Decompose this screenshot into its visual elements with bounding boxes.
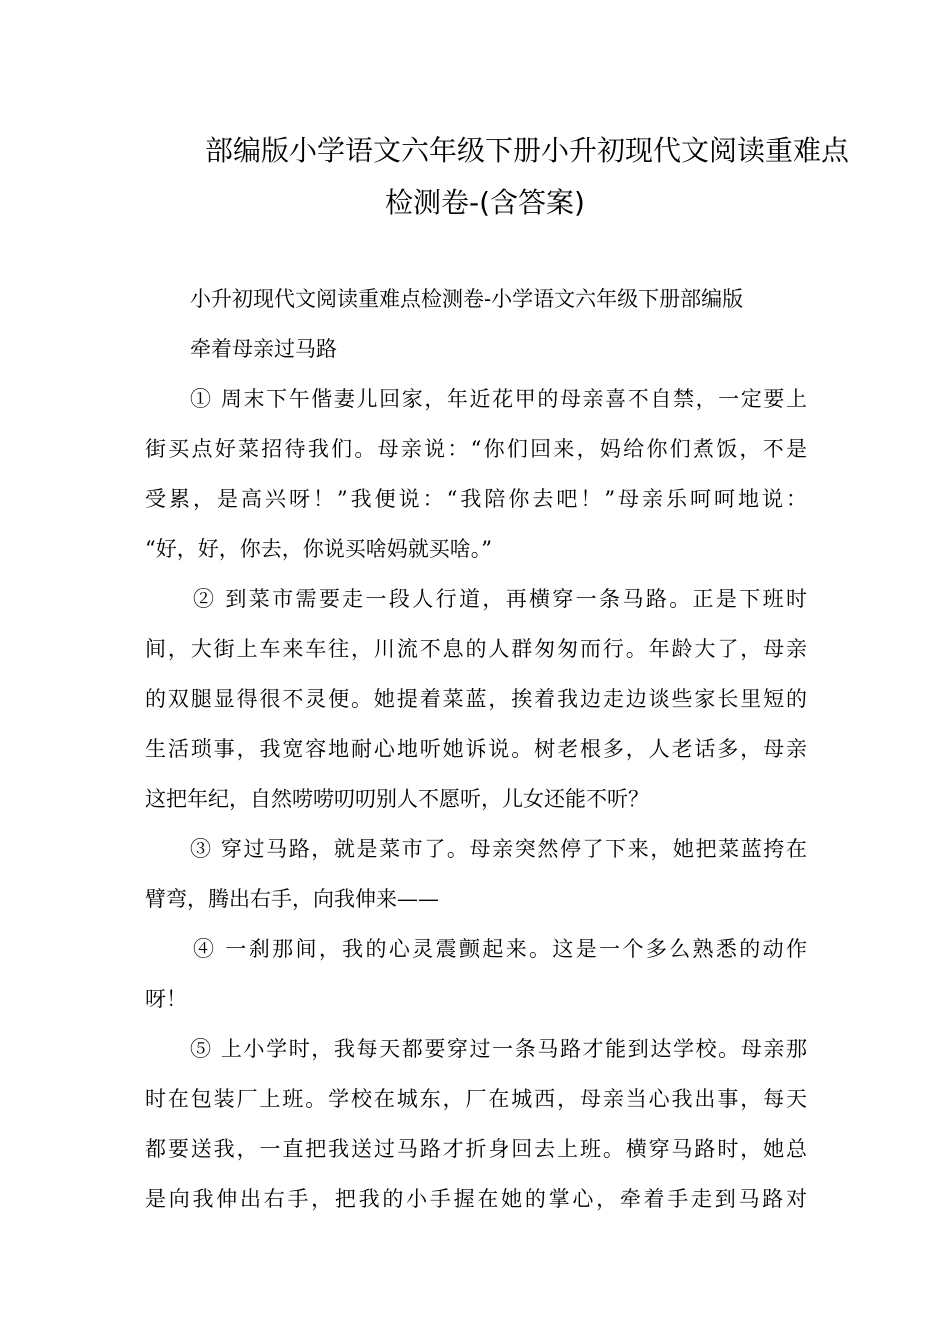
document-title-line-2: 检测卷-(含答案) bbox=[385, 186, 585, 219]
article-title: 牵着母亲过马路 bbox=[190, 337, 337, 361]
paragraph-line: 受累，是高兴呀！”我便说：“我陪你去吧！”母亲乐呵呵地说： bbox=[145, 487, 807, 511]
paragraph-line: 街买点好菜招待我们。母亲说：“你们回来，妈给你们煮饭，不是 bbox=[145, 437, 807, 461]
paragraph-line: 都要送我，一直把我送过马路才折身回去上班。横穿马路时，她总 bbox=[145, 1137, 807, 1161]
paragraph-line: ④ 一刹那间，我的心灵震颤起来。这是一个多么熟悉的动作 bbox=[193, 937, 807, 961]
paragraph-line: 臂弯，腾出右手，向我伸来—— bbox=[145, 887, 439, 911]
paragraph-line: 这把年纪，自然唠唠叨叨别人不愿听，儿女还能不听？ bbox=[145, 787, 649, 811]
paragraph-line: 时在包装厂上班。学校在城东，厂在城西，母亲当心我出事，每天 bbox=[145, 1087, 807, 1111]
paragraph-line: “好，好，你去，你说买啥妈就买啥。” bbox=[145, 537, 492, 561]
document-subtitle: 小升初现代文阅读重难点检测卷-小学语文六年级下册部编版 bbox=[190, 287, 744, 311]
paragraph-line: 间，大街上车来车往，川流不息的人群匆匆而行。年龄大了，母亲 bbox=[145, 637, 807, 661]
paragraph-line: ⑤ 上小学时，我每天都要穿过一条马路才能到达学校。母亲那 bbox=[190, 1037, 807, 1061]
paragraph-line: ① 周末下午偕妻儿回家，年近花甲的母亲喜不自禁，一定要上 bbox=[190, 387, 807, 411]
paragraph-line: ② 到菜市需要走一段人行道，再横穿一条马路。正是下班时 bbox=[193, 587, 807, 611]
paragraph-line: 是向我伸出右手，把我的小手握在她的掌心，牵着手走到马路对 bbox=[145, 1187, 807, 1211]
paragraph-line: 的双腿显得很不灵便。她提着菜蓝，挨着我边走边谈些家长里短的 bbox=[145, 687, 807, 711]
paragraph-line: ③ 穿过马路，就是菜市了。母亲突然停了下来，她把菜蓝挎在 bbox=[190, 837, 807, 861]
paragraph-line: 生活琐事，我宽容地耐心地听她诉说。树老根多，人老话多，母亲 bbox=[145, 737, 807, 761]
document-title-line-1: 部编版小学语文六年级下册小升初现代文阅读重难点 bbox=[205, 134, 850, 167]
paragraph-line: 呀！ bbox=[145, 987, 187, 1011]
